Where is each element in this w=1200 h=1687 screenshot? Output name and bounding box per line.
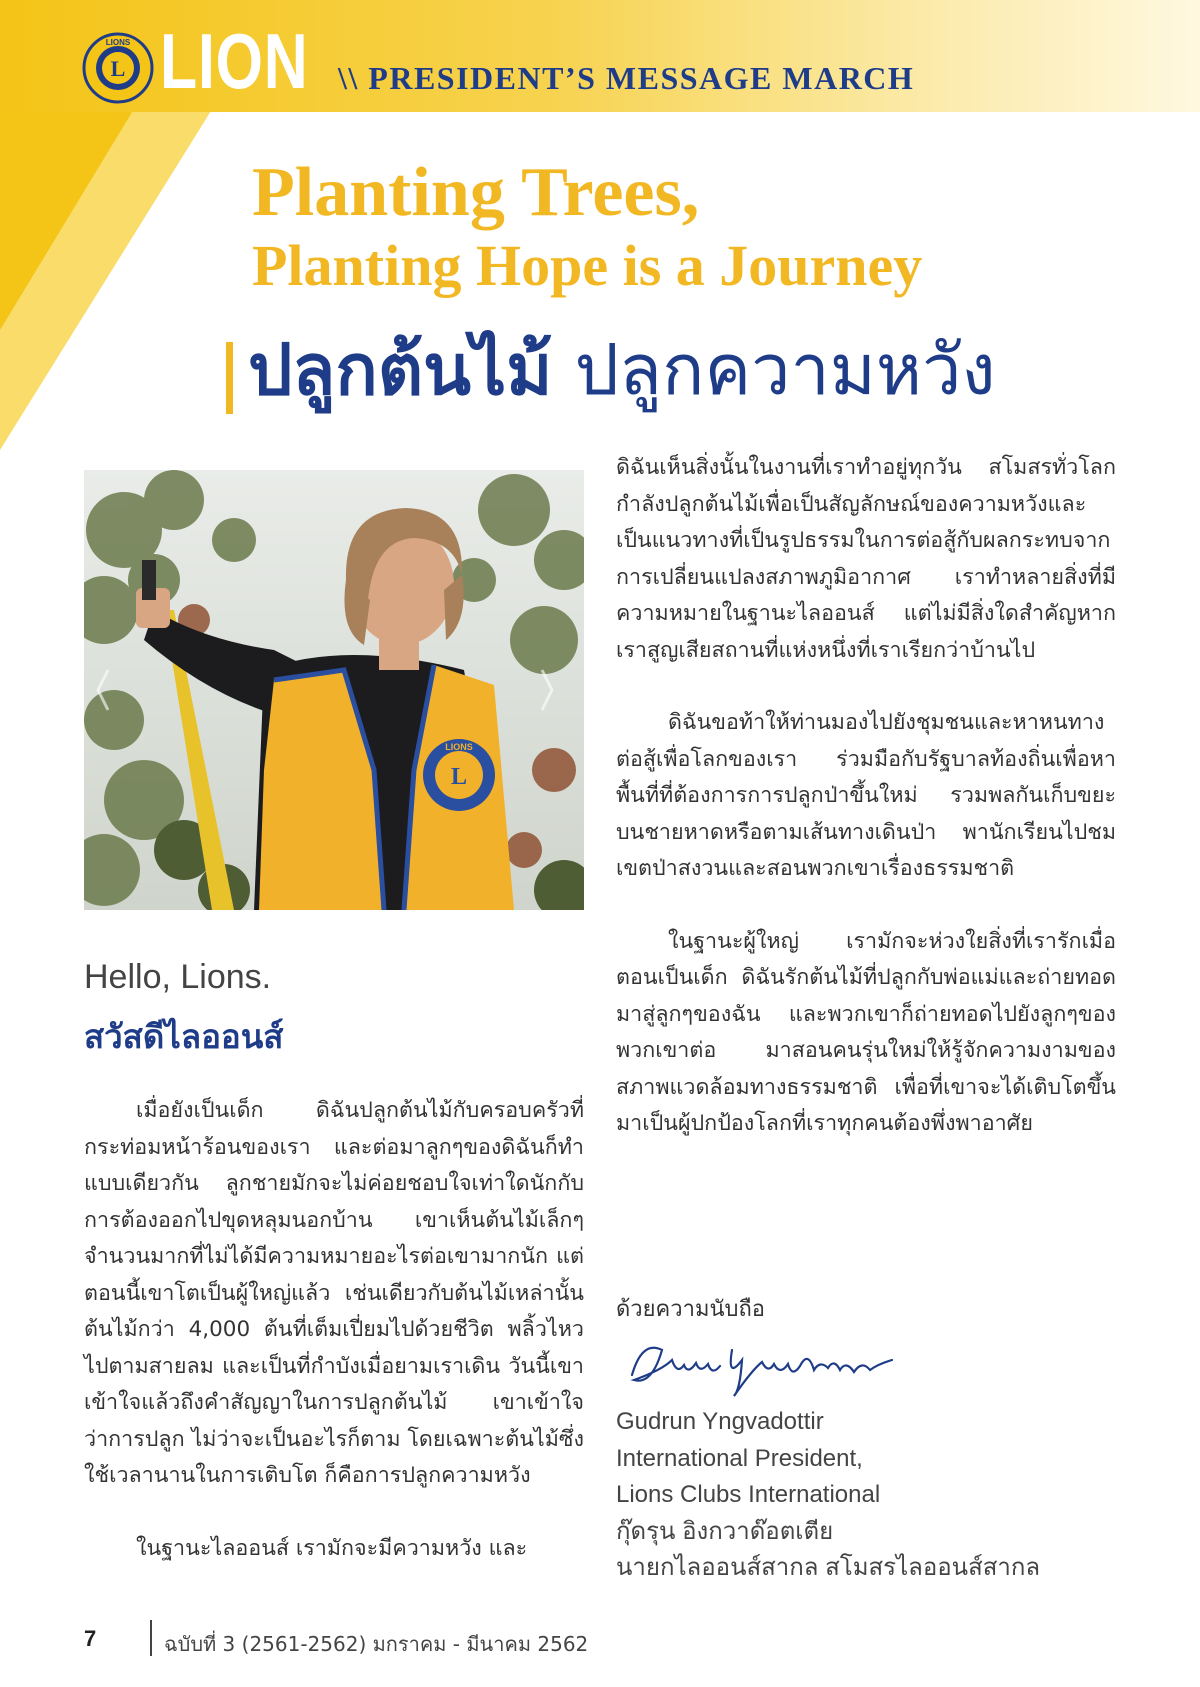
page-number: 7 <box>84 1626 97 1651</box>
left-column <box>84 1093 584 1567</box>
body-paragraph: ในฐานะไลออนส์ เรามักจะมีความหวัง และ <box>136 1535 528 1561</box>
footer-divider <box>150 1620 152 1656</box>
handwritten-signature <box>622 1330 902 1400</box>
body-paragraph: ในฐานะผู้ใหญ่ เรามักจะห่วงใยสิ่งที่เรารักเมื่อตอนเป็นเด็ก ดิฉันรักต้นไม้ที่ปลูกกับพ่อแม่และถ่ายทอดมาสู่ลูกๆของฉัน และพวกเขาก็ถ่ายทอดไปยังลูกๆของพวกเขาต่อ มาสอนคนรุ่นใหม่ให้รู้จักความงามของสภาพแวดล้อมทางธรรมชาติ เพื่อที่เขาจะได้เติบโตขึ้นมาเป็นผู้ปกป้องโลกที่เราทุกคนต้องพึ่งพาอาศัย <box>616 928 1116 1136</box>
svg-text:L: L <box>450 764 468 790</box>
signer-title-en-1: International President, <box>616 1444 863 1472</box>
greeting-thai: สวัสดีไลออนส์ <box>84 1017 284 1056</box>
thai-title-bold: ปลูกต้นไม้ <box>248 329 553 411</box>
signer-title-th: นายกไลออนส์สากล สโมสรไลออนส์สากล <box>616 1554 1041 1581</box>
closing-regards: ด้วยความนับถือ <box>616 1297 765 1322</box>
signer-title-en-2: Lions Clubs International <box>616 1481 881 1508</box>
body-paragraph: ดิฉันเห็นสิ่งนั้นในงานที่เราทำอยู่ทุกวัน สโมสรทั่วโลกกำลังปลูกต้นไม้เพื่อเป็นสัญลักษณ์ของความหวังและเป็นแนวทางที่เป็นรูปธรรมในการต่อสู้กับผลกระทบจากการเปลี่ยนแปลงสภาพภูมิอากาศ เราทำหลายสิ่งที่มีความหมายในฐานะไลออนส์ แต่ไม่มีสิ่งใดสำคัญหากเราสูญเสียสถานที่แห่งหนึ่งที่เราเรียกว่าบ้านไป <box>616 455 1116 663</box>
section-label: \\ PRESIDENT’S MESSAGE MARCH <box>338 60 915 96</box>
signature-block <box>616 1404 1040 1587</box>
article-title-line-2: Planting Hope is a Journey <box>252 233 923 298</box>
president-photo <box>84 470 584 910</box>
right-column <box>616 450 1116 1143</box>
thai-title-light: ปลูกความหวัง <box>552 329 996 411</box>
issue-info: ฉบับที่ 3 (2561-2562) มกราคม - มีนาคม 2562 <box>164 1632 589 1656</box>
signer-name-th: กุ๊ดรุน อิงกวาด๊อตเตีย <box>616 1517 834 1545</box>
greeting-english: Hello, Lions. <box>84 958 272 996</box>
body-paragraph: เมื่อยังเป็นเด็ก ดิฉันปลูกต้นไม้กับครอบครัวที่กระท่อมหน้าร้อนของเรา และต่อมาลูกๆของดิฉันก็ทำแบบเดียวกัน ลูกชายมักจะไม่ค่อยชอบใจเท่าใดนักกับการต้องออกไปขุดหลุมนอกบ้าน เขาเห็นต้นไม้เล็กๆจำนวนมากที่ไม่ได้มีความหมายอะไรต่อเขามากนัก แต่ตอนนี้เขาโตเป็นผู้ใหญ่แล้ว เช่นเดียวกับต้นไม้เหล่านั้น ต้นไม้กว่า 4,000 ต้นที่เต็มเปี่ยมไปด้วยชีวิต พลิ้วไหวไปตามสายลม และเป็นที่กำบังเมื่อยามเราเดิน วันนี้เขาเข้าใจแล้วถึงคำสัญญาในการปลูกต้นไม้ เขาเข้าใจว่าการปลูก ไม่ว่าจะเป็นอะไรก็ตาม โดยเฉพาะต้นไม้ซึ่งใช้เวลานานในการเติบโต ก็คือการปลูกความหวัง <box>84 1098 584 1488</box>
brand-title: LION <box>160 17 309 105</box>
svg-text:LIONS: LIONS <box>445 742 473 752</box>
lions-emblem-icon <box>82 32 154 104</box>
signer-name-en: Gudrun Yngvadottir <box>616 1408 824 1435</box>
body-paragraph: ดิฉันขอท้าให้ท่านมองไปยังชุมชนและหาหนทางต่อสู้เพื่อโลกของเรา ร่วมมือกับรัฐบาลท้องถิ่นเพื่อหาพื้นที่ที่ต้องการการปลูกป่าขึ้นใหม่ รวมพลกันเก็บขยะบนชายหาดหรือตามเส้นทางเดินป่า พานักเรียนไปชมเขตป่าสงวนและสอนพวกเขาเรื่องธรรมชาติ <box>616 710 1116 881</box>
thai-title-accent-bar <box>226 342 233 414</box>
article-title-line-1: Planting Trees, <box>252 154 700 231</box>
svg-text:L: L <box>110 56 126 81</box>
thai-title <box>248 328 996 412</box>
svg-text:LIONS: LIONS <box>105 38 131 47</box>
